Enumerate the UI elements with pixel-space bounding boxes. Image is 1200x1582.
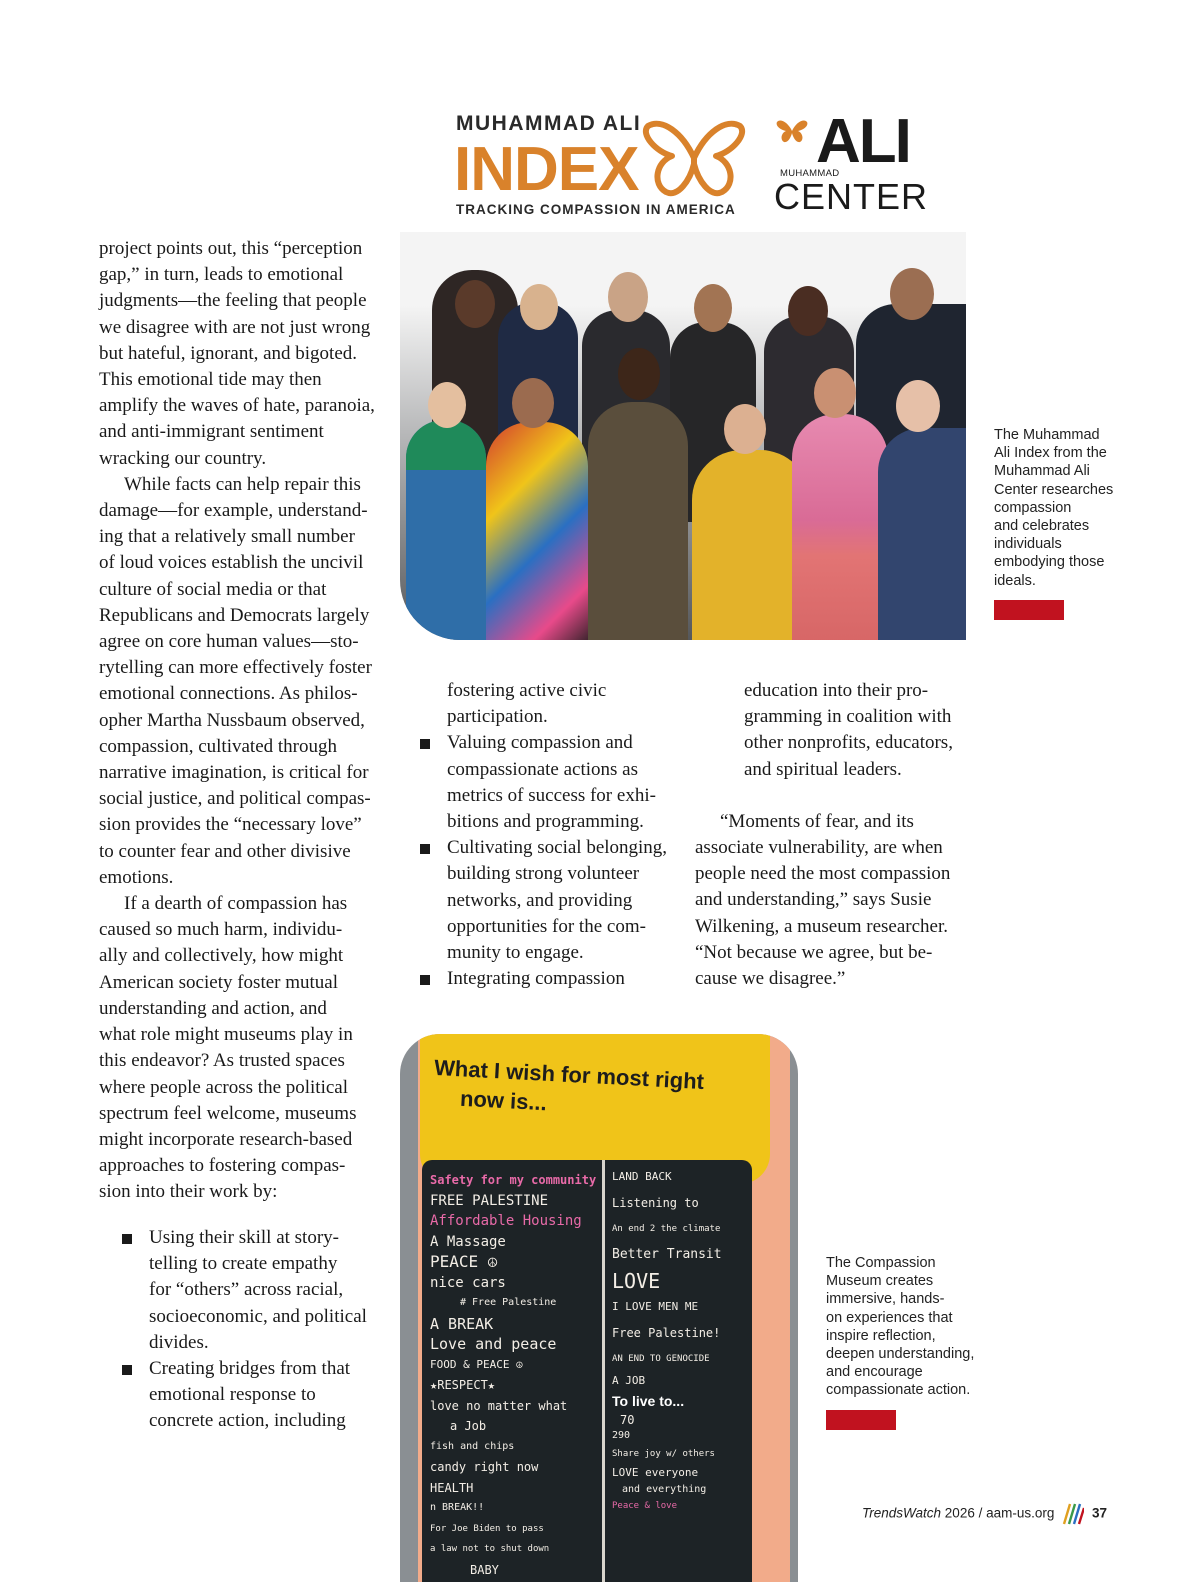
caption-line: Ali Index from the	[994, 445, 1107, 462]
body-line: This emotional tide may then	[99, 369, 322, 391]
chalkboard-divider	[602, 1160, 605, 1582]
body-line: emotional connections. As philos-	[99, 683, 358, 705]
chalkboard	[422, 1160, 752, 1582]
person-face	[694, 284, 732, 332]
caption-line: Museum creates	[826, 1273, 934, 1290]
chalk-note: n BREAK!!	[430, 1502, 485, 1513]
body-line: judgments—the feeling that people	[99, 290, 367, 312]
caption-line: and encourage	[826, 1364, 923, 1381]
body-line: project points out, this “perception	[99, 238, 363, 259]
chalk-note: Free Palestine!	[612, 1326, 721, 1340]
body-line: ally and collectively, how might	[99, 945, 344, 967]
chalk-note: A Massage	[430, 1233, 506, 1250]
body-line: While facts can help repair this	[124, 473, 361, 495]
paragraph-gap	[695, 783, 975, 809]
person-face	[788, 286, 828, 336]
body-line: to counter fear and other divisive	[99, 840, 351, 862]
quote-line: people need the most compassion	[695, 863, 951, 885]
chalk-note: Share joy w/ others	[612, 1449, 715, 1459]
bullet-line: divides.	[149, 1331, 209, 1353]
group-photo	[400, 232, 966, 640]
person-face	[455, 280, 495, 328]
caption-line: and celebrates	[994, 518, 1090, 535]
chalk-note: LAND BACK	[612, 1170, 672, 1183]
chalk-note: Better Transit	[612, 1247, 722, 1262]
ali-center-logo-small-text: MUHAMMAD	[780, 168, 840, 179]
body-line: gap,” in turn, leads to emotional	[99, 264, 344, 286]
square-bullet-icon	[420, 739, 430, 749]
bullet-item	[122, 1225, 382, 1356]
caption-line: The Muhammad	[994, 427, 1100, 443]
person-face	[512, 378, 554, 428]
body-line: understanding and action, and	[99, 997, 327, 1019]
bullet-line: compassionate actions as	[447, 758, 639, 780]
body-line: and anti-immigrant sentiment	[99, 421, 324, 443]
body-line: American society foster mutual	[99, 971, 339, 993]
chalk-note: and everything	[622, 1484, 707, 1495]
bullet-line: opportunities for the com-	[447, 915, 646, 937]
chalkboard-header-line1: What I wish for most right	[433, 1054, 705, 1095]
caption-line: inspire reflection,	[826, 1327, 936, 1344]
right-chalk-list	[612, 1164, 748, 1514]
chalk-note: 290	[612, 1430, 631, 1441]
body-line: gramming in coalition with	[744, 706, 952, 728]
page-number: 37	[1091, 1505, 1107, 1521]
aam-stripes-icon	[1060, 1502, 1084, 1526]
chalkboard-photo	[400, 1034, 798, 1582]
chalk-note: 70	[620, 1413, 635, 1427]
chalk-note: Listening to	[612, 1196, 699, 1210]
chalk-note: To live to...	[612, 1393, 685, 1409]
muhammad-ali-index-logo	[454, 108, 754, 220]
square-bullet-icon	[420, 975, 430, 985]
caption-line: embodying those	[994, 554, 1105, 571]
body-line: might incorporate research-based	[99, 1128, 353, 1150]
bullet-text: Integrating compassion	[447, 968, 625, 990]
small-butterfly-icon	[776, 118, 808, 144]
square-bullet-icon	[420, 844, 430, 854]
square-bullet-icon	[122, 1365, 132, 1375]
caption-line: compassion	[994, 499, 1072, 516]
body-line: caused so much harm, individu-	[99, 919, 343, 941]
bullet-line: building strong volunteer	[447, 863, 640, 885]
caption-accent-bar	[994, 600, 1064, 620]
body-line: emotions.	[99, 866, 174, 888]
person-face	[896, 380, 940, 432]
ali-center-logo	[772, 107, 929, 217]
chalk-note: LOVE everyone	[612, 1466, 699, 1479]
chalk-note: Safety for my community	[430, 1173, 597, 1187]
bullet-line: bitions and programming.	[447, 811, 644, 833]
chalk-note: A BREAK	[430, 1314, 494, 1333]
bullet-line: telling to create empathy	[149, 1253, 338, 1275]
chalk-note: BABY	[470, 1562, 499, 1577]
index-logo-main-text: INDEX	[454, 135, 639, 204]
caption-line: on experiences that	[826, 1309, 953, 1326]
index-logo-tagline: TRACKING COMPASSION IN AMERICA	[456, 202, 736, 217]
body-line: where people across the political	[99, 1076, 349, 1098]
quote-line: and understanding,” says Susie	[695, 889, 932, 911]
middle-column-text	[420, 678, 680, 992]
body-line: spectrum feel welcome, museums	[99, 1102, 357, 1124]
bullet-item	[420, 966, 680, 992]
chalk-note: AN END TO GENOCIDE	[612, 1354, 710, 1364]
caption-accent-bar	[826, 1410, 896, 1430]
body-line: If a dearth of compassion has	[124, 893, 348, 915]
chalk-note: For Joe Biden to pass	[430, 1523, 544, 1534]
footer-separator: /	[978, 1505, 983, 1521]
body-line: narrative imagination, is critical for	[99, 762, 369, 784]
bullet-item	[420, 730, 680, 835]
person	[878, 428, 966, 640]
body-line: other nonprofits, educators,	[744, 732, 953, 754]
body-line: culture of social media or that	[99, 578, 327, 600]
caption-line: Center researches	[994, 481, 1114, 498]
body-line: Republicans and Democrats largely	[99, 604, 370, 626]
bullet-item	[420, 835, 680, 966]
chalk-note: Love and peace	[430, 1335, 557, 1353]
body-line: opher Martha Nussbaum observed,	[99, 709, 365, 731]
body-line: ing that a relatively small number	[99, 526, 355, 548]
page-footer	[862, 1502, 1162, 1522]
person-face	[520, 284, 558, 330]
chalk-note: An end 2 the climate	[612, 1224, 721, 1234]
chalk-note: fish and chips	[430, 1440, 515, 1452]
person-face	[724, 404, 766, 454]
butterfly-icon	[642, 112, 746, 204]
body-line: of loud voices establish the uncivil	[99, 552, 364, 574]
person-face	[428, 382, 466, 428]
chalk-note: nice cars	[430, 1274, 506, 1291]
person	[588, 402, 688, 640]
footer-year: 2026	[944, 1505, 975, 1521]
body-line: rytelling can more effectively foster	[99, 657, 372, 679]
body-line: but hateful, ignorant, and bigoted.	[99, 342, 358, 364]
chalk-note: FOOD & PEACE ☮	[430, 1357, 523, 1371]
square-bullet-icon	[122, 1234, 132, 1244]
ali-center-logo-ali: ALI	[816, 107, 910, 176]
right-column-text	[695, 678, 975, 992]
caption-line: individuals	[994, 536, 1062, 553]
chalk-note: # Free Palestine	[460, 1297, 557, 1308]
chalk-note: FREE PALESTINE	[430, 1192, 549, 1209]
quote-line: associate vulnerability, are when	[695, 837, 943, 859]
body-line: what role might museums play in	[99, 1024, 353, 1046]
bullet-line: emotional response to	[149, 1384, 316, 1406]
chalk-note: candy right now	[430, 1460, 539, 1474]
body-line: and spiritual leaders.	[744, 758, 902, 780]
chalk-note: I LOVE MEN ME	[612, 1300, 699, 1313]
bullet-text: Cultivating social belonging,	[447, 837, 668, 859]
footer-site: aam-us.org	[986, 1505, 1055, 1521]
bullet-line	[122, 1225, 382, 1251]
chalk-note: A JOB	[612, 1374, 646, 1387]
body-line: amplify the waves of hate, paranoia,	[99, 395, 375, 417]
chalk-note: PEACE ☮	[430, 1252, 498, 1271]
caption-line: immersive, hands-	[826, 1291, 945, 1308]
quote-line: Wilkening, a museum researcher.	[695, 915, 949, 937]
bullet-line	[420, 835, 680, 861]
body-line: participation.	[447, 706, 548, 728]
caption-line: Muhammad Ali	[994, 463, 1090, 480]
left-bullet-list	[122, 1225, 382, 1435]
caption-chalkboard-photo	[826, 1254, 974, 1400]
chalk-note: Peace & love	[612, 1501, 678, 1511]
quote-line: “Not because we agree, but be-	[695, 941, 933, 963]
bullet-line: socioeconomic, and political	[149, 1305, 367, 1327]
bullet-line: concrete action, including	[149, 1410, 346, 1432]
chalk-note: a Job	[450, 1419, 487, 1433]
person	[486, 422, 588, 640]
person-face	[890, 268, 934, 320]
index-logo-top-text: MUHAMMAD ALI	[456, 112, 642, 135]
body-line: approaches to fostering compas-	[99, 1155, 346, 1177]
bullet-text: Using their skill at story-	[149, 1227, 339, 1248]
body-line: damage—for example, understand-	[99, 500, 368, 522]
bullet-line: munity to engage.	[447, 942, 584, 964]
bullet-line	[420, 966, 680, 992]
caption-line: deepen understanding,	[826, 1346, 975, 1363]
bullet-line: metrics of success for exhi-	[447, 784, 656, 806]
quote-line: cause we disagree.”	[695, 968, 846, 990]
chalk-note: Affordable Housing	[430, 1213, 582, 1229]
caption-line: ideals.	[994, 572, 1036, 589]
bullet-item	[122, 1356, 382, 1435]
bullet-line	[122, 1356, 382, 1382]
body-line: sion into their work by:	[99, 1181, 278, 1203]
body-line: agree on core human values—sto-	[99, 631, 359, 653]
body-line: compassion, cultivated through	[99, 735, 337, 757]
bullet-line	[420, 730, 680, 756]
left-chalk-list	[430, 1170, 602, 1580]
person-face	[814, 368, 856, 418]
body-line: fostering active civic	[447, 680, 607, 701]
chalk-note: LOVE	[612, 1269, 661, 1293]
caption-group-photo	[994, 426, 1113, 590]
body-line: wracking our country.	[99, 447, 267, 469]
body-line: sion provides the “necessary love”	[99, 814, 362, 836]
body-line: social justice, and political compas-	[99, 788, 371, 810]
chalk-note: ★RESPECT★	[430, 1378, 496, 1392]
chalk-note: love no matter what	[430, 1398, 568, 1413]
bullet-line: for “others” across racial,	[149, 1279, 344, 1301]
chalk-note: HEALTH	[430, 1480, 474, 1495]
quote-line: “Moments of fear, and its	[720, 810, 914, 832]
ali-center-logo-center: CENTER	[774, 176, 929, 217]
bullet-text: Valuing compassion and	[447, 732, 633, 754]
person-face	[618, 348, 660, 400]
person	[792, 414, 888, 640]
chalk-note: a law not to shut down	[430, 1544, 550, 1554]
footer-publication: TrendsWatch	[862, 1505, 942, 1521]
person-face	[608, 272, 648, 322]
body-line: we disagree with are not just wrong	[99, 316, 371, 338]
caption-line: compassionate action.	[826, 1382, 971, 1399]
caption-line: The Compassion	[826, 1255, 936, 1271]
bullet-text: Creating bridges from that	[149, 1358, 351, 1380]
body-line: education into their pro-	[744, 680, 929, 701]
left-column-text	[99, 236, 379, 1206]
bullet-line: networks, and providing	[447, 889, 633, 911]
body-line: this endeavor? As trusted spaces	[99, 1050, 345, 1072]
chalkboard-header-line2: now is...	[459, 1085, 548, 1116]
